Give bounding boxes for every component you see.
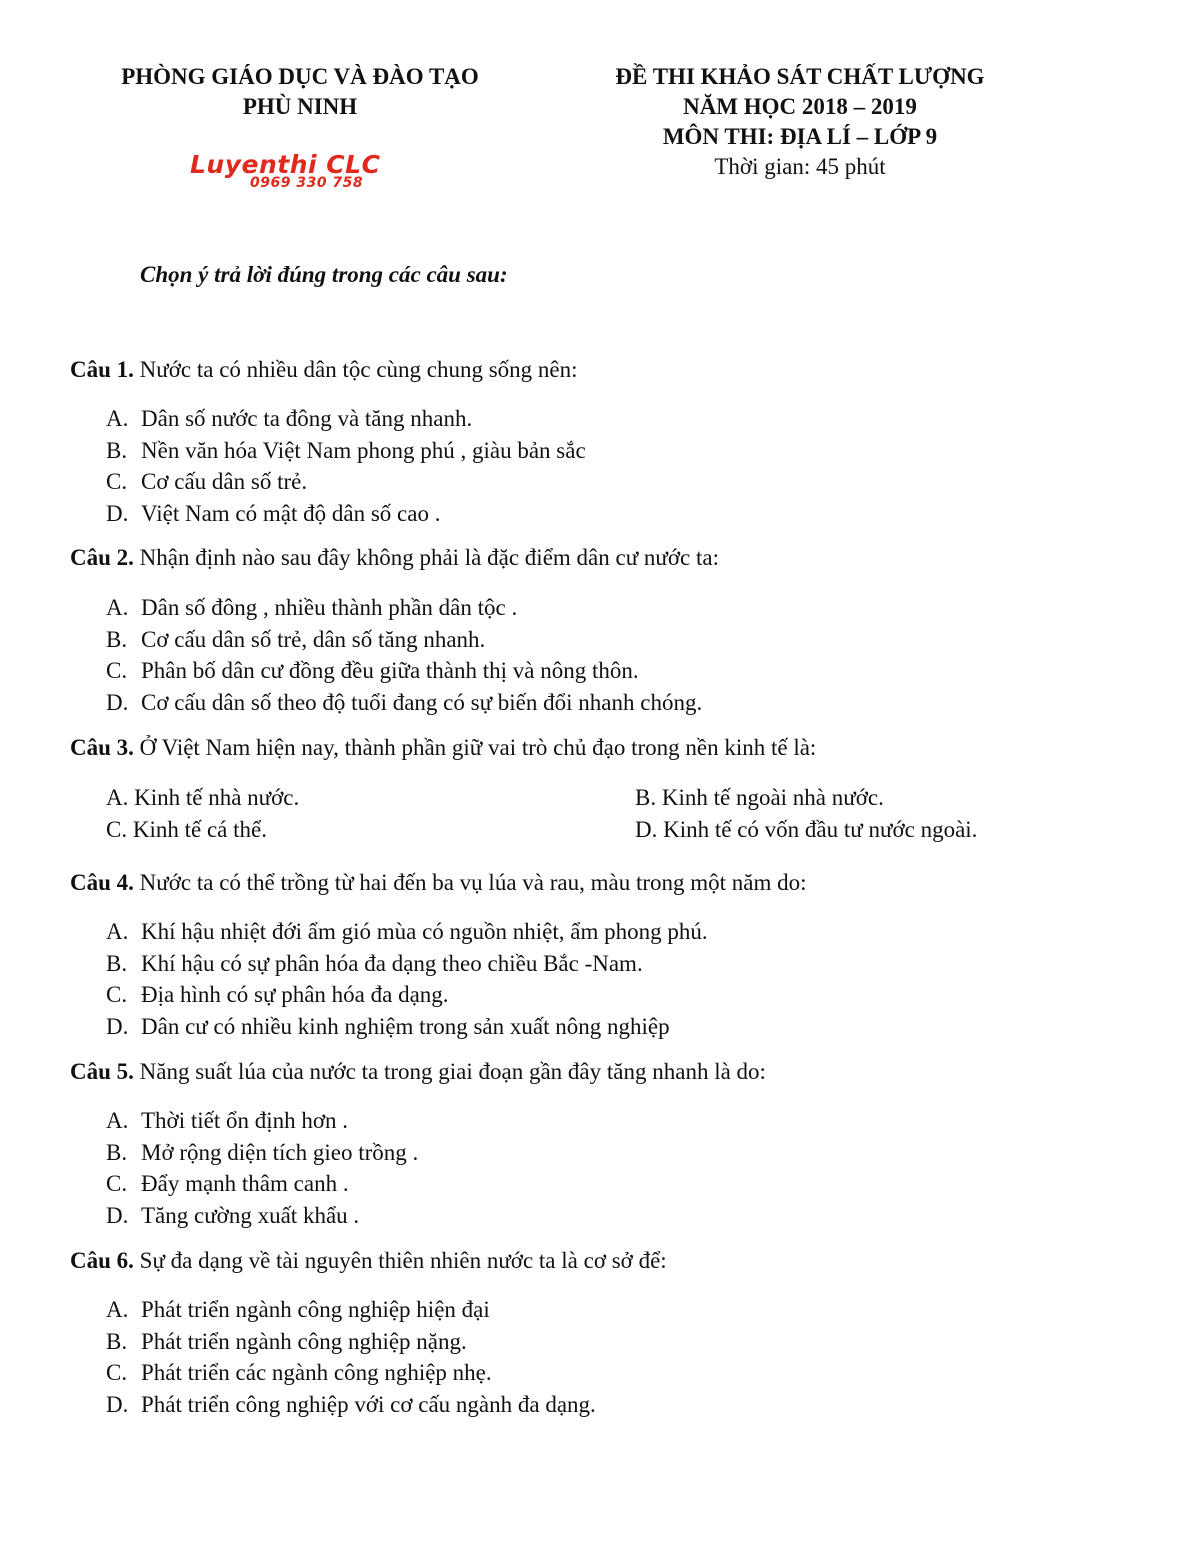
option-b [106, 435, 586, 467]
option-a [106, 1105, 418, 1137]
option-b [106, 1137, 418, 1169]
option-letter: D. [106, 689, 129, 715]
option-a [106, 1294, 596, 1326]
question-2-options [106, 592, 702, 718]
option-text: Dân số đông , nhiều thành phần dân tộc . [141, 595, 518, 620]
question-number: Câu 6. [70, 1248, 134, 1273]
option-text: Thời tiết ổn định hơn . [141, 1108, 349, 1133]
option-text: Phát triển các ngành công nghiệp nhẹ. [141, 1360, 492, 1385]
option-letter: C. [106, 469, 128, 494]
option-text: Tăng cường xuất khẩu . [141, 1202, 360, 1228]
option-letter: C. [106, 658, 128, 683]
option-text: Mở rộng diện tích gieo trồng . [141, 1139, 419, 1165]
department-name: PHÒNG GIÁO DỤC VÀ ĐÀO TẠO [121, 64, 479, 89]
option-c [106, 1168, 418, 1200]
option-d [635, 814, 977, 846]
option-letter: B. [106, 437, 128, 463]
question-4-options [106, 916, 708, 1042]
option-letter: D. [106, 500, 129, 526]
exam-title: ĐỀ THI KHẢO SÁT CHẤT LƯỢNG [615, 64, 985, 89]
option-d [106, 1011, 708, 1043]
option-text: Dân số nước ta đông và tăng nhanh. [141, 406, 473, 431]
watermark-logo [190, 150, 420, 196]
question-2 [70, 545, 719, 571]
option-letter: B. [635, 785, 657, 810]
question-text: Sự đa dạng về tài nguyên thiên nhiên nước ta là cơ sở để: [133, 1248, 667, 1273]
option-b [106, 624, 702, 656]
option-letter: A. [106, 1297, 129, 1322]
option-b [635, 782, 884, 814]
question-3 [70, 735, 816, 761]
question-5 [70, 1059, 766, 1085]
option-b [106, 948, 708, 980]
option-letter: D. [106, 1202, 129, 1228]
question-4 [70, 870, 807, 896]
option-text: Phát triển công nghiệp với cơ cấu ngành đa dạng. [141, 1391, 596, 1417]
option-c [106, 655, 702, 687]
option-letter: A. [106, 406, 129, 431]
option-text: Việt Nam có mật độ dân số cao . [141, 500, 441, 526]
question-number: Câu 1. [70, 357, 134, 382]
option-text: Kinh tế ngoài nhà nước. [661, 785, 884, 810]
district-name: PHÙ NINH [242, 94, 358, 119]
option-text: Phân bố dân cư đồng đều giữa thành thị và nông thôn. [141, 658, 639, 683]
option-c [106, 1357, 596, 1389]
question-text: Ở Việt Nam hiện nay, thành phần giữ vai trò chủ đạo trong nền kinh tế là: [133, 735, 817, 760]
option-a [106, 782, 299, 814]
department-header [70, 62, 530, 122]
option-letter: B. [106, 1139, 128, 1165]
question-5-options [106, 1105, 418, 1231]
option-text: Đẩy mạnh thâm canh . [141, 1171, 349, 1196]
option-letter: B. [106, 626, 128, 652]
option-letter: A. [106, 785, 129, 810]
school-year: NĂM HỌC 2018 – 2019 [683, 94, 917, 119]
option-letter: B. [106, 1328, 128, 1354]
option-letter: A. [106, 919, 129, 944]
option-letter: C. [106, 1171, 128, 1196]
option-c [106, 814, 267, 846]
question-text: Nước ta có nhiều dân tộc cùng chung sống nên: [133, 357, 578, 382]
option-letter: A. [106, 595, 129, 620]
question-text: Nhận định nào sau đây không phải là đặc điểm dân cư nước ta: [133, 545, 720, 570]
option-c [106, 466, 586, 498]
watermark-phone: 0969 330 758 [250, 175, 364, 191]
option-d [106, 1200, 418, 1232]
option-text: Phát triển ngành công nghiệp hiện đại [141, 1297, 490, 1322]
option-text: Khí hậu nhiệt đới ẩm gió mùa có nguồn nhiệt, ẩm phong phú. [141, 919, 708, 944]
watermark-brand: Luyenthi CLC [190, 150, 381, 179]
option-letter: C. [106, 1360, 128, 1385]
question-6 [70, 1248, 667, 1274]
option-text: Dân cư có nhiều kinh nghiệm trong sản xuất nông nghiệp [141, 1013, 670, 1039]
option-letter: B. [106, 950, 128, 976]
option-text: Kinh tế có vốn đầu tư nước ngoài. [663, 817, 978, 842]
question-number: Câu 4. [70, 870, 134, 895]
option-d [106, 498, 586, 530]
option-letter: C. [106, 982, 128, 1007]
subject-line: MÔN THI: ĐỊA LÍ – LỚP 9 [662, 124, 938, 149]
option-text: Cơ cấu dân số theo độ tuổi đang có sự biến đổi nhanh chóng. [141, 689, 703, 715]
option-letter: D. [635, 817, 658, 842]
option-c [106, 979, 708, 1011]
question-text: Năng suất lúa của nước ta trong giai đoạn gần đây tăng nhanh là do: [133, 1059, 766, 1084]
instruction: Chọn ý trả lời đúng trong các câu sau: [140, 262, 508, 287]
option-text: Cơ cấu dân số trẻ. [141, 469, 308, 494]
option-text: Địa hình có sự phân hóa đa dạng. [141, 982, 449, 1007]
question-number: Câu 5. [70, 1059, 134, 1084]
option-b [106, 1326, 596, 1358]
question-1-options [106, 403, 586, 529]
option-text: Kinh tế nhà nước. [134, 785, 300, 810]
option-a [106, 403, 586, 435]
option-a [106, 916, 708, 948]
question-number: Câu 3. [70, 735, 134, 760]
option-text: Khí hậu có sự phân hóa đa dạng theo chiều Bắc -Nam. [141, 950, 643, 976]
option-letter: A. [106, 1108, 129, 1133]
option-letter: D. [106, 1013, 129, 1039]
option-text: Nền văn hóa Việt Nam phong phú , giàu bản sắc [141, 437, 586, 463]
question-6-options [106, 1294, 596, 1420]
question-number: Câu 2. [70, 545, 134, 570]
option-a [106, 592, 702, 624]
option-text: Kinh tế cá thể. [132, 817, 267, 842]
option-d [106, 1389, 596, 1421]
duration-line: Thời gian: 45 phút [714, 154, 886, 179]
exam-header [560, 62, 1040, 182]
option-text: Phát triển ngành công nghiệp nặng. [141, 1328, 467, 1354]
question-1 [70, 357, 578, 383]
option-d [106, 687, 702, 719]
option-letter: D. [106, 1391, 129, 1417]
option-letter: C. [106, 817, 128, 842]
option-text: Cơ cấu dân số trẻ, dân số tăng nhanh. [141, 626, 486, 652]
question-text: Nước ta có thể trồng từ hai đến ba vụ lúa và rau, màu trong một năm do: [133, 870, 807, 895]
